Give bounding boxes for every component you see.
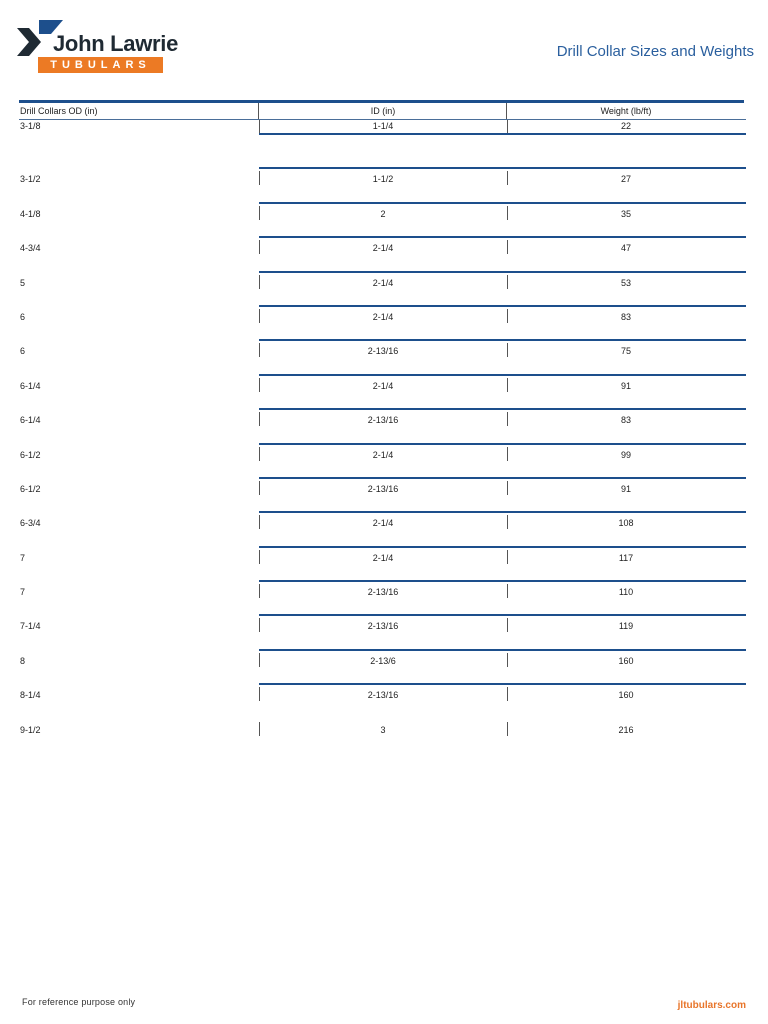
cell-id: 3 — [380, 724, 386, 735]
row-divider — [259, 339, 746, 341]
row-divider — [259, 202, 746, 204]
table-row — [19, 636, 746, 670]
table-row — [19, 498, 746, 532]
table-row — [19, 292, 746, 326]
cell-od: 7 — [20, 552, 26, 563]
cell-od: 6-3/4 — [20, 518, 41, 529]
cell-weight: 108 — [618, 518, 634, 529]
cell-id: 2-1/4 — [372, 243, 394, 254]
cell-od: 6-1/2 — [20, 449, 41, 460]
document-title: Drill Collar Sizes and Weights — [556, 43, 754, 60]
cell-id: 2-1/4 — [372, 518, 394, 529]
cell-id: 2-13/6 — [370, 655, 396, 666]
cell-id: 2-13/16 — [367, 621, 399, 632]
table-row — [19, 120, 746, 154]
row-divider — [259, 408, 746, 410]
cell-od: 6 — [20, 311, 26, 322]
cell-weight: 99 — [620, 449, 631, 460]
cell-id: 2-13/16 — [367, 346, 399, 357]
cell-id: 2-13/16 — [367, 415, 399, 426]
cell-weight: 27 — [620, 174, 631, 185]
row-divider — [259, 477, 746, 479]
row-divider — [259, 167, 746, 169]
table-row — [19, 258, 746, 292]
table-row — [19, 154, 746, 188]
logo-subtitle: TUBULARS — [38, 57, 163, 73]
cell-weight: 47 — [620, 243, 631, 254]
company-logo — [17, 20, 179, 76]
cell-id: 2-1/4 — [372, 449, 394, 460]
table-row — [19, 670, 746, 704]
cell-od: 8-1/4 — [20, 690, 41, 701]
cell-od: 6 — [20, 346, 26, 357]
cell-id: 2-13/16 — [367, 587, 399, 598]
row-divider — [259, 546, 746, 548]
cell-weight: 83 — [620, 311, 631, 322]
cell-id: 2-1/4 — [372, 380, 394, 391]
table-row — [19, 361, 746, 395]
logo-name: John Lawrie — [53, 31, 179, 56]
row-divider — [259, 133, 746, 135]
cell-od: 3-1/8 — [20, 121, 41, 131]
row-divider — [259, 236, 746, 238]
cell-weight: 160 — [618, 655, 634, 666]
cell-od: 4-1/8 — [20, 208, 41, 219]
cell-od: 8 — [20, 655, 26, 666]
table-row — [19, 464, 746, 498]
table-row — [19, 395, 746, 429]
header-od: Drill Collars OD (in) — [20, 106, 98, 116]
cell-od: 5 — [20, 277, 26, 288]
footer-website-link[interactable]: jltubulars.com — [677, 1000, 746, 1011]
cell-id: 2 — [380, 208, 386, 219]
cell-weight: 216 — [618, 724, 634, 735]
drill-collar-table — [19, 103, 746, 739]
cell-weight: 91 — [620, 380, 631, 391]
table-row — [19, 601, 746, 635]
cell-od: 7 — [20, 587, 26, 598]
cell-weight: 83 — [620, 415, 631, 426]
cell-weight: 119 — [618, 621, 634, 632]
cell-weight: 91 — [620, 483, 631, 494]
table-row — [19, 223, 746, 257]
cell-od: 4-3/4 — [20, 243, 41, 254]
table-row — [19, 533, 746, 567]
cell-weight: 117 — [618, 552, 634, 563]
table-row — [19, 705, 746, 739]
table-row — [19, 567, 746, 601]
table-row — [19, 326, 746, 360]
cell-id: 2-1/4 — [372, 552, 394, 563]
cell-id: 2-1/4 — [372, 311, 394, 322]
header-weight: Weight (lb/ft) — [600, 106, 652, 116]
cell-id: 1-1/2 — [372, 174, 394, 185]
cell-od: 6-1/4 — [20, 415, 41, 426]
row-divider — [259, 305, 746, 307]
cell-od: 7-1/4 — [20, 621, 41, 632]
cell-weight: 110 — [618, 587, 634, 598]
cell-weight: 75 — [620, 346, 631, 357]
footer-note: For reference purpose only — [22, 997, 136, 1007]
row-divider — [259, 614, 746, 616]
cell-od: 3-1/2 — [20, 174, 41, 185]
cell-weight: 160 — [618, 690, 634, 701]
table-header-row — [19, 103, 746, 120]
row-divider — [259, 649, 746, 651]
cell-weight: 53 — [620, 277, 631, 288]
table-row — [19, 430, 746, 464]
row-divider — [259, 511, 746, 513]
table-row — [19, 189, 746, 223]
row-divider — [259, 443, 746, 445]
row-divider — [259, 580, 746, 582]
row-divider — [259, 683, 746, 685]
row-divider — [259, 271, 746, 273]
cell-weight: 35 — [620, 208, 631, 219]
cell-id: 1-1/4 — [372, 121, 394, 131]
cell-weight: 22 — [620, 121, 631, 131]
cell-od: 6-1/4 — [20, 380, 41, 391]
cell-od: 9-1/2 — [20, 724, 41, 735]
cell-id: 2-13/16 — [367, 690, 399, 701]
header-id: ID (in) — [370, 106, 396, 116]
cell-id: 2-13/16 — [367, 483, 399, 494]
row-divider — [259, 374, 746, 376]
cell-od: 6-1/2 — [20, 483, 41, 494]
cell-id: 2-1/4 — [372, 277, 394, 288]
